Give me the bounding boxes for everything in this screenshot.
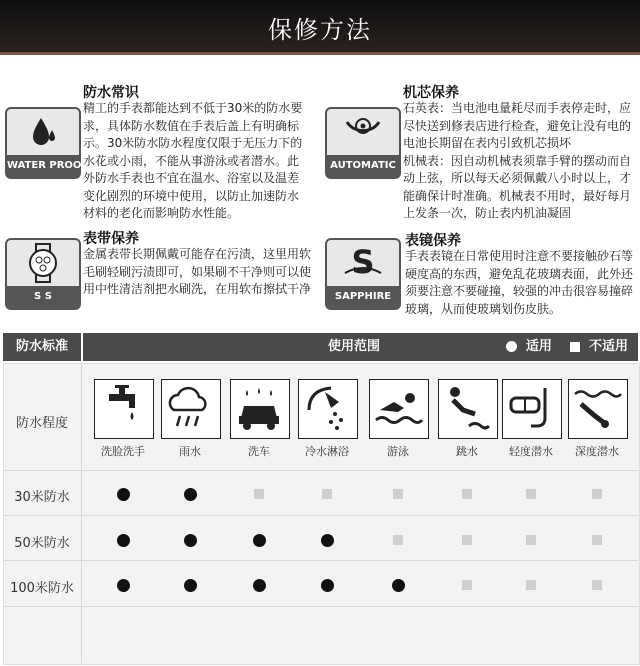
not-applicable-square — [462, 489, 472, 499]
ss-badge — [5, 238, 81, 310]
usage-label: 使用范围 — [328, 339, 381, 354]
column-label: 洗脸洗手 — [101, 445, 145, 458]
automatic-badge-label: AUTOMATIC — [327, 155, 399, 177]
not-applicable-square — [322, 489, 332, 499]
applicable-dot — [117, 488, 130, 501]
car-wash-icon — [230, 379, 290, 439]
row-label: 30米防水 — [14, 490, 70, 505]
table-header-standard: 防水标准 — [3, 333, 81, 361]
legend-no-label: 不适用 — [588, 339, 628, 354]
not-applicable-square — [462, 580, 472, 590]
legend-dot-icon — [506, 341, 517, 352]
ss-badge-label: S S — [7, 286, 79, 308]
column-label: 轻度潜水 — [509, 445, 553, 458]
rain-icon — [161, 379, 221, 439]
waterproof-badge — [5, 107, 89, 179]
icon-row-label: 防水程度 — [15, 416, 68, 431]
not-applicable-square — [526, 580, 536, 590]
legend-yes-label: 适用 — [525, 339, 552, 354]
row-label: 50米防水 — [14, 536, 70, 551]
movement-text: 石英表：当电池电量耗尽而手表停走时，应 尽快送到修表店进行检查，避免让没有电的 电池长期留在表内引致机芯损坏 机械表：因自动机械表须靠手臂的摆动而自 动上弦，所以每天必须佩戴八小时以上，才 能确保计时准确。机械表不用时，最好每月 上发条一次，防止表内机油凝固 — [403, 101, 632, 220]
mirror-title: 表镜保养 — [405, 233, 461, 249]
swim-icon — [369, 379, 429, 439]
row-label: 100米防水 — [10, 581, 74, 596]
snorkel-icon — [502, 379, 562, 439]
strap-text: 金属表带长期佩戴可能存在污渍，这里用软 毛刷轻刷污渍即可，如果刷不干净则可以使 用中性清洁剂把水刷洗，在用软布擦拭干净 — [83, 247, 312, 296]
waterproof-title: 防水常识 — [83, 85, 139, 101]
column-label: 深度潜水 — [575, 445, 619, 458]
column-label: 雨水 — [179, 445, 201, 458]
applicable-dot — [253, 579, 266, 592]
movement-title: 机芯保养 — [403, 85, 459, 101]
sapphire-badge — [325, 238, 401, 310]
not-applicable-square — [393, 489, 403, 499]
automatic-badge — [325, 107, 401, 179]
shower-icon — [298, 379, 358, 439]
applicable-dot — [117, 579, 130, 592]
waterproof-table — [0, 333, 640, 666]
sapphire-badge-label: SAPPHIRE — [327, 286, 399, 308]
column-label: 游泳 — [387, 445, 409, 458]
not-applicable-square — [526, 535, 536, 545]
column-label: 跳水 — [456, 445, 478, 458]
row-divider — [3, 606, 638, 607]
not-applicable-square — [592, 535, 602, 545]
watch-icon — [7, 240, 79, 286]
page-title: 保修方法 — [268, 16, 372, 44]
applicable-dot — [321, 534, 334, 547]
not-applicable-square — [592, 489, 602, 499]
row-divider — [3, 515, 638, 516]
applicable-dot — [184, 488, 197, 501]
waterproof-badge-label: WATER PROOF — [7, 155, 79, 177]
waterproof-text: 精工的手表都能达到不低于30米的防水要 求，具体防水数值在手表后盖上有明确标 示。30米防水防水程度仅限于无压力下的 水花或小雨，不能从事游泳或者潜水。此 外防水手表也不宜在温水、浴室以及温差 变化剧烈的环境中使用，以防止加速防水 材料的老化而影响防水性能。 — [83, 101, 303, 220]
sapphire-s-icon — [327, 240, 399, 286]
column-label: 洗车 — [248, 445, 270, 458]
row-divider — [3, 560, 638, 561]
not-applicable-square — [393, 535, 403, 545]
column-label: 冷水淋浴 — [305, 445, 349, 458]
table-header-usage — [83, 333, 638, 361]
faucet-icon — [94, 379, 154, 439]
strap-title: 表带保养 — [83, 231, 139, 247]
not-applicable-square — [592, 580, 602, 590]
water-drop-icon — [7, 109, 79, 155]
applicable-dot — [321, 579, 334, 592]
applicable-dot — [117, 534, 130, 547]
row-divider — [3, 470, 638, 471]
not-applicable-square — [526, 489, 536, 499]
legend — [502, 333, 628, 361]
applicable-dot — [184, 534, 197, 547]
applicable-dot — [253, 534, 266, 547]
not-applicable-square — [254, 489, 264, 499]
applicable-dot — [184, 579, 197, 592]
svg-text:S: S — [351, 243, 375, 281]
legend-square-icon — [570, 342, 580, 352]
mirror-text: 手表表镜在日常使用时注意不要接触砂石等 硬度高的东西，避免乱花玻璃表面，此外还 须要注意不要碰撞，较强的冲击很容易撞碎 玻璃，从而使玻璃划伤皮肤。 — [405, 249, 634, 316]
dive-icon — [438, 379, 498, 439]
movement-icon — [327, 109, 399, 155]
table-divider — [81, 363, 82, 663]
applicable-dot — [392, 579, 405, 592]
page-header — [0, 0, 640, 55]
not-applicable-square — [462, 535, 472, 545]
scuba-icon — [568, 379, 628, 439]
